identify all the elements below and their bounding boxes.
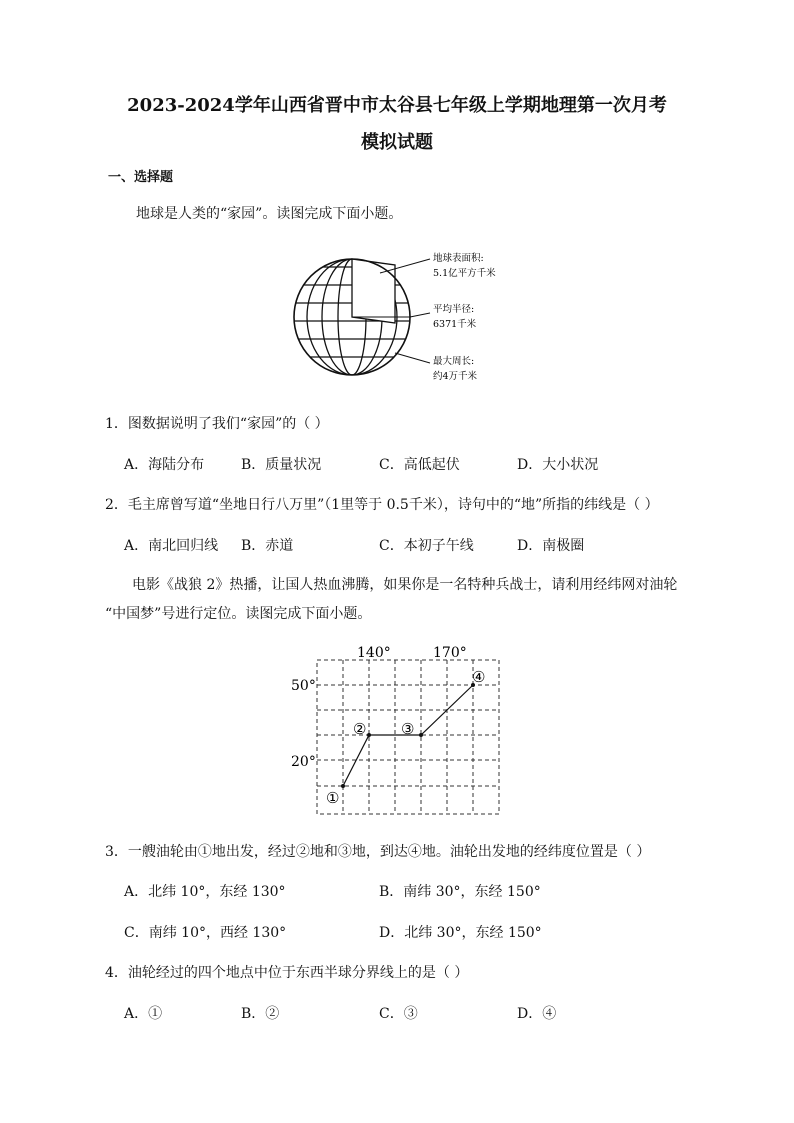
globe-label-area-value: 5.1亿平方千米 — [433, 268, 496, 279]
question-1-stem: 1．图数据说明了我们“家园”的（ ） — [105, 416, 329, 432]
globe-label-radius-value: 6371千米 — [433, 319, 477, 330]
latitude-label-20: 20° — [291, 754, 316, 770]
intro-text-2-line-2: “中国梦”号进行定位。读图完成下面小题。 — [105, 606, 372, 622]
question-1-option-a[interactable]: A．海陆分布 — [124, 457, 205, 473]
globe-figure — [290, 245, 530, 390]
intro-text-1: 地球是人类的“家园”。读图完成下面小题。 — [136, 206, 403, 222]
point-4-label: ④ — [472, 668, 486, 686]
latlon-grid-figure — [285, 640, 515, 820]
globe-label-perimeter-title: 最大周长: — [433, 356, 475, 367]
question-1-option-d[interactable]: D．大小状况 — [517, 457, 599, 473]
page-title: 2023-2024学年山西省晋中市太谷县七年级上学期地理第一次月考 — [127, 95, 667, 116]
page-subtitle: 模拟试题 — [361, 132, 433, 153]
question-3-option-a[interactable]: A．北纬 10°，东经 130° — [124, 884, 286, 900]
question-2-option-b[interactable]: B．赤道 — [241, 538, 294, 554]
question-2-option-c[interactable]: C．本初子午线 — [379, 538, 474, 554]
question-2-option-a[interactable]: A．南北回归线 — [124, 538, 219, 554]
question-2-option-d[interactable]: D．南极圈 — [517, 538, 585, 554]
question-1-option-c[interactable]: C．高低起伏 — [379, 457, 460, 473]
point-1-label: ① — [326, 789, 340, 807]
point-2-label: ② — [353, 720, 367, 738]
point-2-dot — [367, 733, 371, 737]
point-1-dot — [341, 784, 345, 788]
question-4-stem: 4．油轮经过的四个地点中位于东西半球分界线上的是（ ） — [105, 965, 469, 981]
globe-label-radius-title: 平均半径: — [433, 304, 475, 315]
question-1-option-b[interactable]: B．质量状况 — [241, 457, 322, 473]
globe-label-area-title: 地球表面积: — [433, 253, 484, 264]
point-3-dot — [419, 733, 423, 737]
question-4-option-b[interactable]: B．② — [241, 1006, 280, 1022]
question-4-option-d[interactable]: D．④ — [517, 1006, 557, 1022]
question-3-option-c[interactable]: C．南纬 10°，西经 130° — [124, 925, 287, 941]
question-4-option-c[interactable]: C．③ — [379, 1006, 418, 1022]
globe-label-perimeter-value: 约4万千米 — [433, 371, 478, 382]
question-3-stem: 3．一艘油轮由①地出发，经过②地和③地，到达④地。油轮出发地的经纬度位置是（ ） — [105, 844, 651, 860]
question-2-stem: 2．毛主席曾写道“坐地日行八万里”（1里等于 0.5千米），诗句中的“地”所指的纬线是（ ） — [105, 497, 659, 513]
intro-text-2-line-1: 电影《战狼 2》热播，让国人热血沸腾，如果你是一名特种兵战士，请利用经纬网对油轮 — [132, 577, 678, 593]
latitude-label-50: 50° — [291, 678, 316, 694]
longitude-label-170: 170° — [433, 645, 467, 661]
section-heading: 一、选择题 — [108, 170, 174, 185]
question-3-option-d[interactable]: D．北纬 30°，东经 150° — [379, 925, 542, 941]
point-3-label: ③ — [401, 720, 415, 738]
longitude-label-140: 140° — [357, 645, 391, 661]
question-3-option-b[interactable]: B．南纬 30°，东经 150° — [379, 884, 541, 900]
question-4-option-a[interactable]: A．① — [124, 1006, 163, 1022]
